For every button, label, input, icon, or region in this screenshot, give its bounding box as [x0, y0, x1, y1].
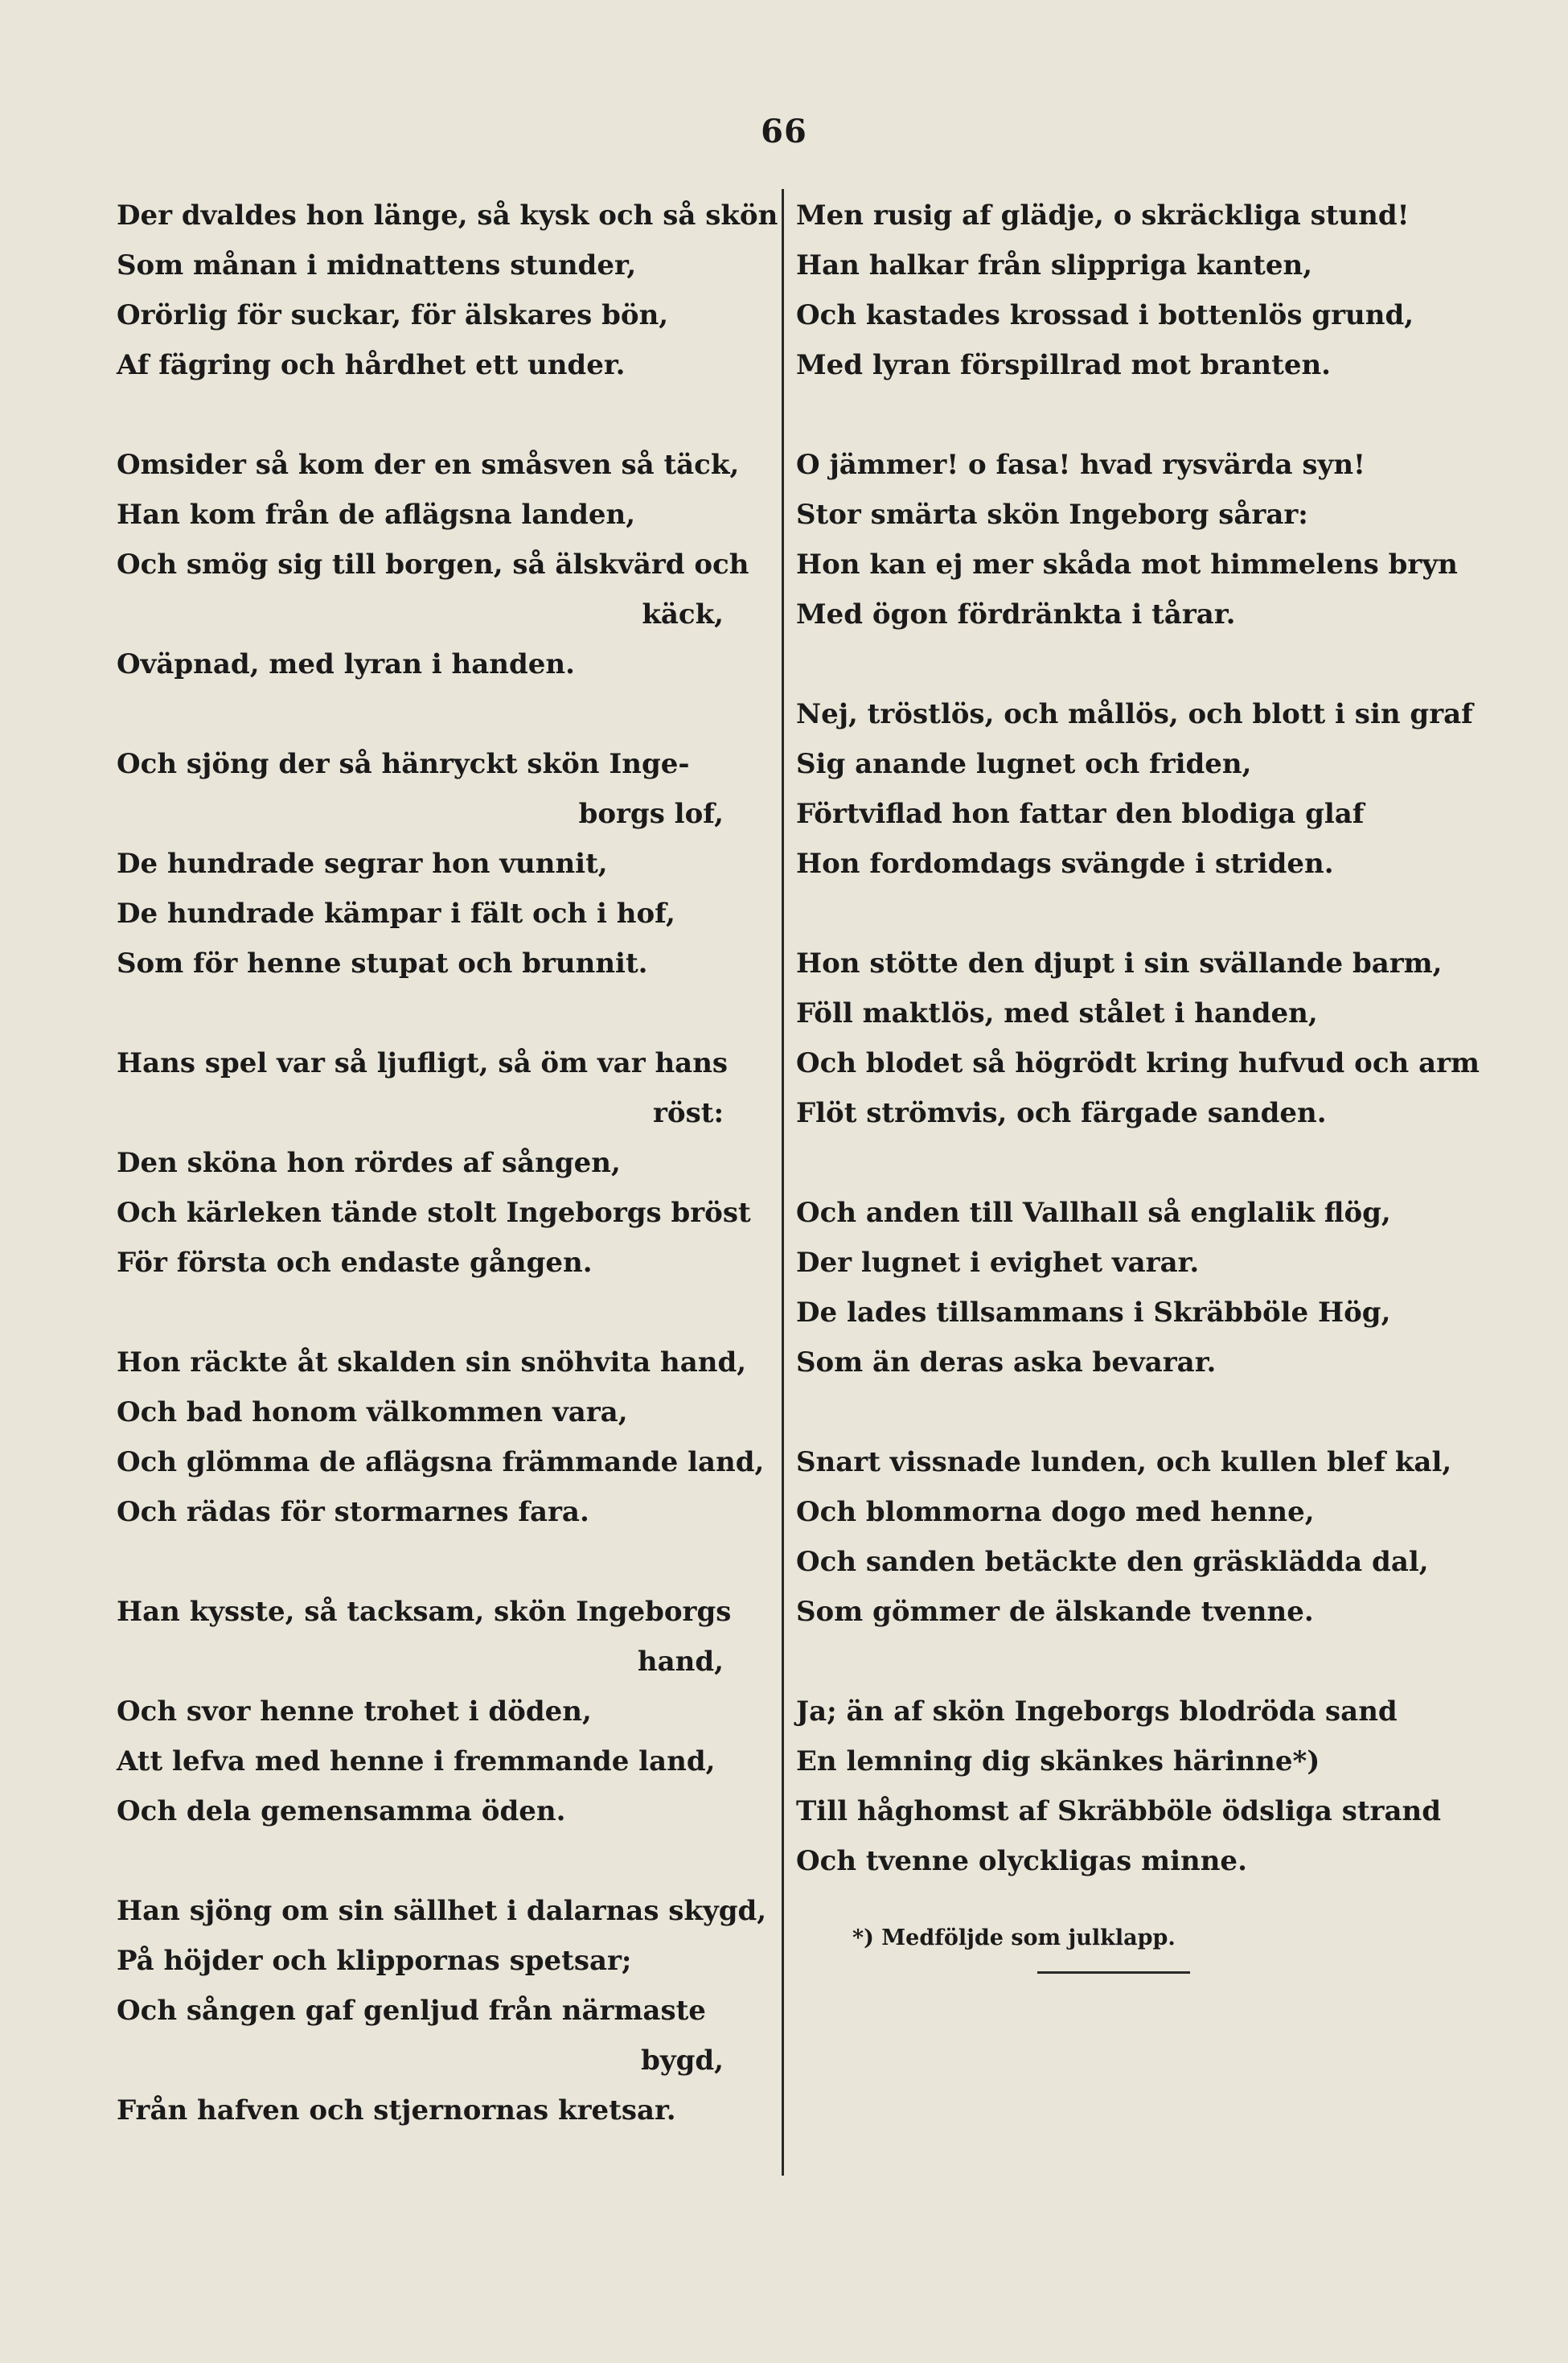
- verse-line-continuation: hand,: [637, 1646, 724, 1678]
- stanza: [117, 1038, 772, 1288]
- verse-line: De hundrade segrar hon vunnit,: [117, 848, 608, 880]
- verse-line: Hon räckte åt skalden sin snöhvita hand,: [117, 1346, 747, 1379]
- verse-line: Och blommorna dogo med henne,: [796, 1496, 1315, 1528]
- stanza: [796, 939, 1480, 1138]
- footnote: *) Medföljde som julklapp.: [852, 1925, 1176, 1950]
- verse-line: Från hafven och stjernornas kretsar.: [117, 2094, 676, 2127]
- verse-line-continuation: käck,: [642, 598, 724, 631]
- stanza: [796, 1687, 1463, 1886]
- verse-line: Han halkar från slippriga kanten,: [796, 249, 1313, 282]
- verse-line: Sig anande lugnet och friden,: [796, 748, 1252, 780]
- column-divider: [782, 189, 784, 2176]
- verse-line: Som för henne stupat och brunnit.: [117, 947, 648, 980]
- verse-line: Den sköna hon rördes af sången,: [117, 1147, 621, 1179]
- stanza: [117, 739, 772, 988]
- verse-line: Och glömma de aflägsna främmande land,: [117, 1446, 765, 1478]
- verse-line: Och kärleken tände stolt Ingeborgs bröst: [117, 1197, 751, 1229]
- verse-line: Och blodet så högrödt kring hufvud och arm: [796, 1047, 1480, 1079]
- verse-line: Hon stötte den djupt i sin svällande barm,: [796, 947, 1443, 980]
- stanza: [117, 1886, 772, 2135]
- verse-line: Han kom från de aflägsna landen,: [117, 499, 636, 531]
- verse-line: Och svor henne trohet i döden,: [117, 1695, 592, 1728]
- page-number: 66: [761, 113, 807, 150]
- verse-line: Och sanden betäckte den gräsklädda dal,: [796, 1546, 1429, 1578]
- verse-line-continuation: röst:: [653, 1097, 724, 1129]
- verse-line: Han kysste, så tacksam, skön Ingeborgs: [117, 1596, 732, 1628]
- verse-line: Förtviflad hon fattar den blodiga glaf: [796, 798, 1365, 830]
- verse-line: På höjder och klippornas spetsar;: [117, 1945, 632, 1977]
- verse-line: Och bad honom välkommen vara,: [117, 1396, 628, 1428]
- verse-line: Der dvaldes hon länge, så kysk och så skön: [117, 199, 778, 232]
- verse-line: De lades tillsammans i Skräbböle Hög,: [796, 1297, 1391, 1329]
- verse-line: Och anden till Vallhall så englalik flög,: [796, 1197, 1391, 1229]
- stanza: [117, 440, 772, 689]
- verse-line: Hon fordomdags svängde i striden.: [796, 848, 1334, 880]
- stanza: [117, 191, 778, 390]
- verse-line: Men rusig af glädje, o skräckliga stund!: [796, 199, 1410, 232]
- verse-line: Han sjöng om sin sällhet i dalarnas skygd,: [117, 1895, 767, 1927]
- verse-line: Som månan i midnattens stunder,: [117, 249, 637, 282]
- verse-line: Och kastades krossad i bottenlös grund,: [796, 299, 1414, 331]
- verse-line: Ja; än af skön Ingeborgs blodröda sand: [796, 1695, 1398, 1728]
- verse-line: Hon kan ej mer skåda mot himmelens bryn: [796, 549, 1458, 581]
- verse-line: För första och endaste gången.: [117, 1247, 593, 1279]
- verse-line: Af fägring och hårdhet ett under.: [117, 349, 626, 381]
- footnote-rule: [1037, 1971, 1190, 1974]
- verse-line: Och sången gaf genljud från närmaste: [117, 1995, 706, 2027]
- verse-line: Oväpnad, med lyran i handen.: [117, 648, 575, 680]
- verse-line: Nej, tröstlös, och mållös, och blott i sin graf: [796, 698, 1473, 730]
- verse-line: Och tvenne olyckligas minne.: [796, 1845, 1247, 1877]
- verse-line: Och rädas för stormarnes fara.: [117, 1496, 589, 1528]
- verse-line: De hundrade kämpar i fält och i hof,: [117, 898, 675, 930]
- stanza: [117, 1587, 772, 1836]
- verse-line: Der lugnet i evighet varar.: [796, 1247, 1200, 1279]
- verse-line: Till håghomst af Skräbböle ödsliga strand: [796, 1795, 1441, 1827]
- verse-line: Och sjöng der så hänryckt skön Inge-: [117, 748, 690, 780]
- stanza: [117, 1338, 772, 1537]
- stanza: [796, 689, 1473, 889]
- right-column: [796, 191, 1480, 1974]
- verse-line: Omsider så kom der en småsven så täck,: [117, 449, 740, 481]
- verse-line-continuation: bygd,: [641, 2045, 724, 2077]
- verse-line: Föll maktlös, med stålet i handen,: [796, 997, 1318, 1029]
- verse-line-continuation: borgs lof,: [578, 798, 724, 830]
- verse-line: Att lefva med henne i fremmande land,: [117, 1745, 716, 1777]
- verse-line: Stor smärta skön Ingeborg sårar:: [796, 499, 1308, 531]
- stanza: [796, 191, 1463, 390]
- stanza: [796, 1188, 1463, 1387]
- verse-line: Hans spel var så ljufligt, så öm var hans: [117, 1047, 729, 1079]
- stanza: [796, 1437, 1463, 1637]
- verse-line: Som gömmer de älskande tvenne.: [796, 1596, 1314, 1628]
- verse-line: O jämmer! o fasa! hvad rysvärda syn!: [796, 449, 1365, 481]
- verse-line: Med ögon fördränkta i tårar.: [796, 598, 1236, 631]
- verse-line: Med lyran förspillrad mot branten.: [796, 349, 1332, 381]
- stanza: [796, 440, 1463, 639]
- verse-line: Och dela gemensamma öden.: [117, 1795, 566, 1827]
- verse-line: Och smög sig till borgen, så älskvärd och: [117, 549, 749, 581]
- left-column: [117, 191, 778, 2185]
- verse-line: Snart vissnade lunden, och kullen blef kal,: [796, 1446, 1452, 1478]
- verse-line: En lemning dig skänkes härinne*): [796, 1745, 1320, 1777]
- verse-line: Orörlig för suckar, för älskares bön,: [117, 299, 669, 331]
- verse-line: Flöt strömvis, och färgade sanden.: [796, 1097, 1327, 1129]
- verse-line: Som än deras aska bevarar.: [796, 1346, 1217, 1379]
